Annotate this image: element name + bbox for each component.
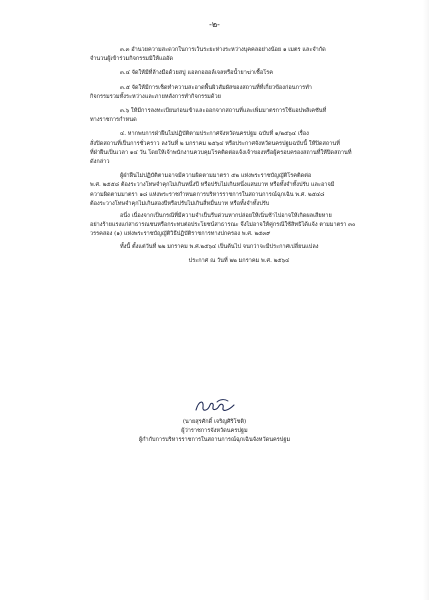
item-3-6: ๓.๖ ให้มีการลงทะเบียนก่อนเข้าและออกจากสถานที่และเพิ่มมาตรการใช้แอปพลิเคชันที่ ทางราชการกำหนด — [90, 108, 327, 124]
signatory-position: ผู้ว่าราชการจังหวัดนครปฐม — [181, 428, 248, 435]
page-edge-shadow — [423, 0, 429, 600]
item-3-3: ๓.๓ อำนวยความสะดวกในการเว้นระยะห่างระหว่างบุคคลอย่างน้อย ๑ เมตร และจำกัด จำนวนผู้เข้าร่วมกิจกรรมมิให้แออัด — [90, 47, 326, 63]
item-3-4: ๓.๔ จัดให้มีที่ล้างมือด้วยสบู่ แอลกอฮอล์เจลหรือน้ำยาฆ่าเชื้อโรค — [120, 70, 273, 77]
item-3-5: ๓.๕ จัดให้มีการเช็ดทำความสะอาดพื้นผิวสัมผัสของสถานที่ที่เกี่ยวข้องก่อนการทำ กิจกรรมรวมทั้งระหว่างและภายหลังการทำกิจกรรมด้วย — [90, 84, 312, 100]
signatory-position-2: ผู้กำกับการบริหารราชการในสถานการณ์ฉุกเฉินจังหวัดนครปฐม — [138, 437, 291, 444]
item-4: ๔. หากพบการฝ่าฝืนไม่ปฏิบัติตามประกาศจังหวัดนครปฐม ฉบับที่ ๑/๒๕๖๔ เรื่อง สั่งปิดสถานที่เป็นการชั่วคราว ลงวันที่ ๒ มกราคม ๒๕๖๔ หรือประกาศจังหวัดนครปฐมฉบับนี้ ให้ปิดสถานที่ ที่ฝ่าฝืนเป็นเวลา ๑๔ วัน โดยให้เจ้าพนักงานควบคุมโรคติดต่อแจ้งเจ้าของหรือผู้ครอบครองสถานที่ให้ปิดสถานที่ ดังกล่าว — [90, 131, 352, 166]
page-number: -๒- — [209, 20, 220, 29]
effective-date: ทั้งนี้ ตั้งแต่วันที่ ๒๒ มกราคม พ.ศ.๒๕๖๔ เป็นต้นไป จนกว่าจะมีประกาศเปลี่ยนแปลง — [120, 243, 319, 250]
announcement-date: ประกาศ ณ วันที่ ๒๒ มกราคม พ.ศ. ๒๕๖๔ — [188, 257, 290, 264]
signature-icon — [190, 396, 240, 418]
announcement-body — [90, 46, 388, 266]
signature-block — [0, 396, 429, 446]
signatory-name: (นายสุรศักดิ์ เจริญศิริโชติ) — [182, 419, 247, 425]
urgency-paragraph: อนึ่ง เนื่องจากเป็นกรณีที่มีความจำเป็นรีบด่วนหากปล่อยให้เนิ่นช้าไปอาจให้เกิดผลเสียหาย อย่างร้ายแรงแก่สาธารณชนหรือกระทบต่อประโยชน์สาธารณะ จึงไม่อาจให้คู่กรณีใช้สิทธิได้แจ้ง ตามมาตรา ๓๐ วรรคสอง (๑) แห่งพระราชบัญญัติวิธีปฏิบัติราชการทางปกครอง พ.ศ. ๒๕๓๙ — [90, 213, 356, 238]
penalty-paragraph: ผู้ฝ่าฝืนไม่ปฏิบัติตามอาจมีความผิดตามมาตรา ๕๒ แห่งพระราชบัญญัติโรคติดต่อ พ.ศ. ๒๕๕๘ ต้องระวางโทษจำคุกไม่เกินหนึ่งปี หรือปรับไม่เกินหนึ่งแสนบาท หรือทั้งจำทั้งปรับ และอาจมี ความผิดตามมาตรา ๑๘ แห่งพระราชกำหนดการบริหารราชการในสถานการณ์ฉุกเฉิน พ.ศ. ๒๕๔๘ ต้องระวางโทษจำคุกไม่เกินสองปีหรือปรับไม่เกินสี่หมื่นบาท หรือทั้งจำทั้งปรับ — [90, 173, 335, 207]
